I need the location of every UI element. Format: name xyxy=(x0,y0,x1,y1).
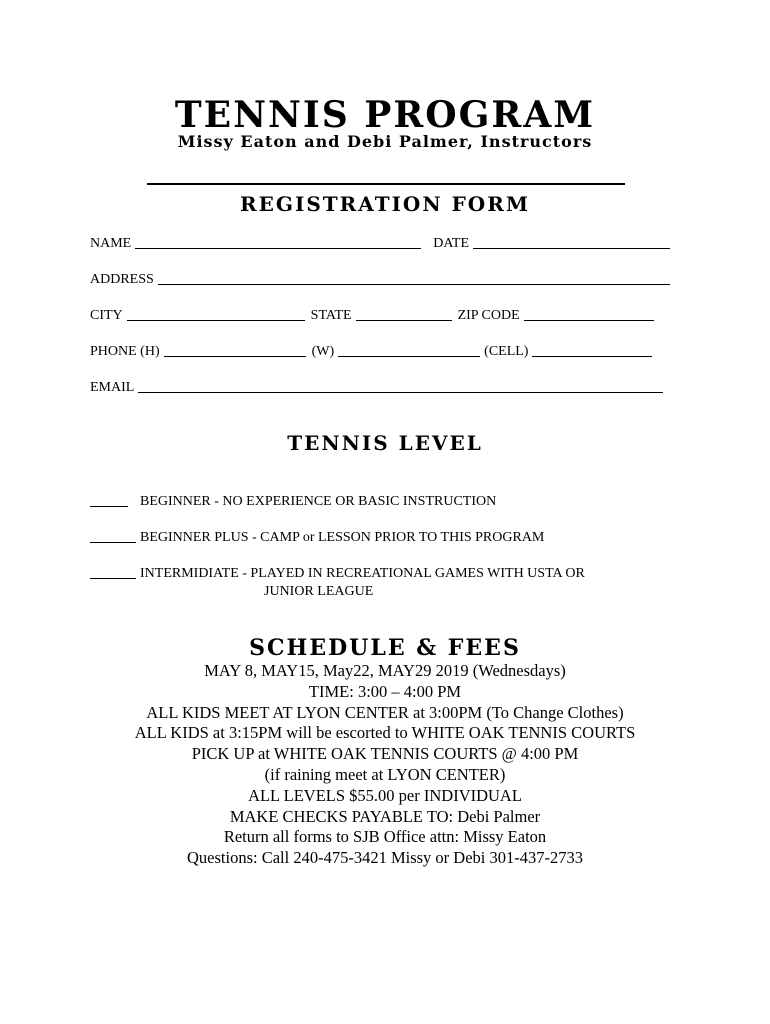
level-option-beginner-plus xyxy=(90,529,544,547)
date-field[interactable] xyxy=(473,234,670,249)
zip-code-field[interactable] xyxy=(524,306,654,321)
city-state-zip-row xyxy=(90,304,670,324)
date-label: DATE xyxy=(433,236,470,251)
city-field[interactable] xyxy=(127,306,305,321)
phone-cell-field[interactable] xyxy=(532,342,652,357)
registration-form-heading: REGISTRATION FORM xyxy=(240,192,530,216)
level-option-intermediate xyxy=(90,565,585,601)
schedule-line: ALL LEVELS $55.00 per INDIVIDUAL xyxy=(248,785,522,805)
schedule-line: ALL KIDS MEET AT LYON CENTER at 3:00PM (To Change Clothes) xyxy=(146,702,624,722)
phone-home-field[interactable] xyxy=(164,342,306,357)
instructors-subtitle: Missy Eaton and Debi Palmer, Instructors xyxy=(177,132,593,151)
email-field[interactable] xyxy=(138,378,663,393)
schedule-line: PICK UP at WHITE OAK TENNIS COURTS @ 4:00 PM xyxy=(191,744,579,764)
level-checkbox-blank[interactable] xyxy=(90,530,136,543)
email-row xyxy=(90,376,663,396)
tennis-level-heading: TENNIS LEVEL xyxy=(287,431,483,455)
level-option-beginner xyxy=(90,493,496,511)
phone-home-label: PHONE (H) xyxy=(90,344,160,359)
zip-code-label: ZIP CODE xyxy=(457,308,520,323)
schedule-line: Return all forms to SJB Office attn: Missy Eaton xyxy=(223,827,547,847)
schedule-fees-heading: SCHEDULE & FEES xyxy=(249,635,521,661)
name-date-row xyxy=(90,232,670,252)
level-checkbox-blank[interactable] xyxy=(90,566,136,579)
phone-work-field[interactable] xyxy=(338,342,480,357)
phone-cell-label: (CELL) xyxy=(484,344,529,359)
address-field[interactable] xyxy=(158,270,670,285)
address-label: ADDRESS xyxy=(90,272,154,287)
schedule-line: (if raining meet at LYON CENTER) xyxy=(264,764,506,784)
city-label: CITY xyxy=(90,308,123,323)
level-checkbox-blank[interactable] xyxy=(90,494,128,507)
phone-work-label: (W) xyxy=(311,344,335,359)
address-row xyxy=(90,268,670,288)
schedule-details xyxy=(0,661,770,869)
level-option-text xyxy=(140,565,585,601)
schedule-line: TIME: 3:00 – 4:00 PM xyxy=(308,681,462,701)
email-label: EMAIL xyxy=(90,380,135,395)
level-option-label: INTERMIDIATE - PLAYED IN RECREATIONAL GAMES WITH USTA OR xyxy=(140,566,585,581)
schedule-line: Questions: Call 240-475-3421 Missy or Debi 301-437-2733 xyxy=(187,848,583,868)
level-option-label: BEGINNER PLUS - CAMP or LESSON PRIOR TO THIS PROGRAM xyxy=(140,530,545,545)
page-title: TENNIS PROGRAM xyxy=(174,94,596,136)
state-label: STATE xyxy=(310,308,352,323)
schedule-line: ALL KIDS at 3:15PM will be escorted to WHITE OAK TENNIS COURTS xyxy=(134,723,636,743)
title-divider xyxy=(147,183,625,185)
phone-row xyxy=(90,340,670,360)
state-field[interactable] xyxy=(356,306,452,321)
name-field[interactable] xyxy=(135,234,421,249)
level-option-label: BEGINNER - NO EXPERIENCE OR BASIC INSTRUCTION xyxy=(140,494,497,509)
level-option-label-continued: JUNIOR LEAGUE xyxy=(264,584,374,599)
name-label: NAME xyxy=(90,236,132,251)
schedule-line: MAY 8, MAY15, May22, MAY29 2019 (Wednesdays) xyxy=(204,661,566,680)
schedule-line: MAKE CHECKS PAYABLE TO: Debi Palmer xyxy=(229,806,541,826)
